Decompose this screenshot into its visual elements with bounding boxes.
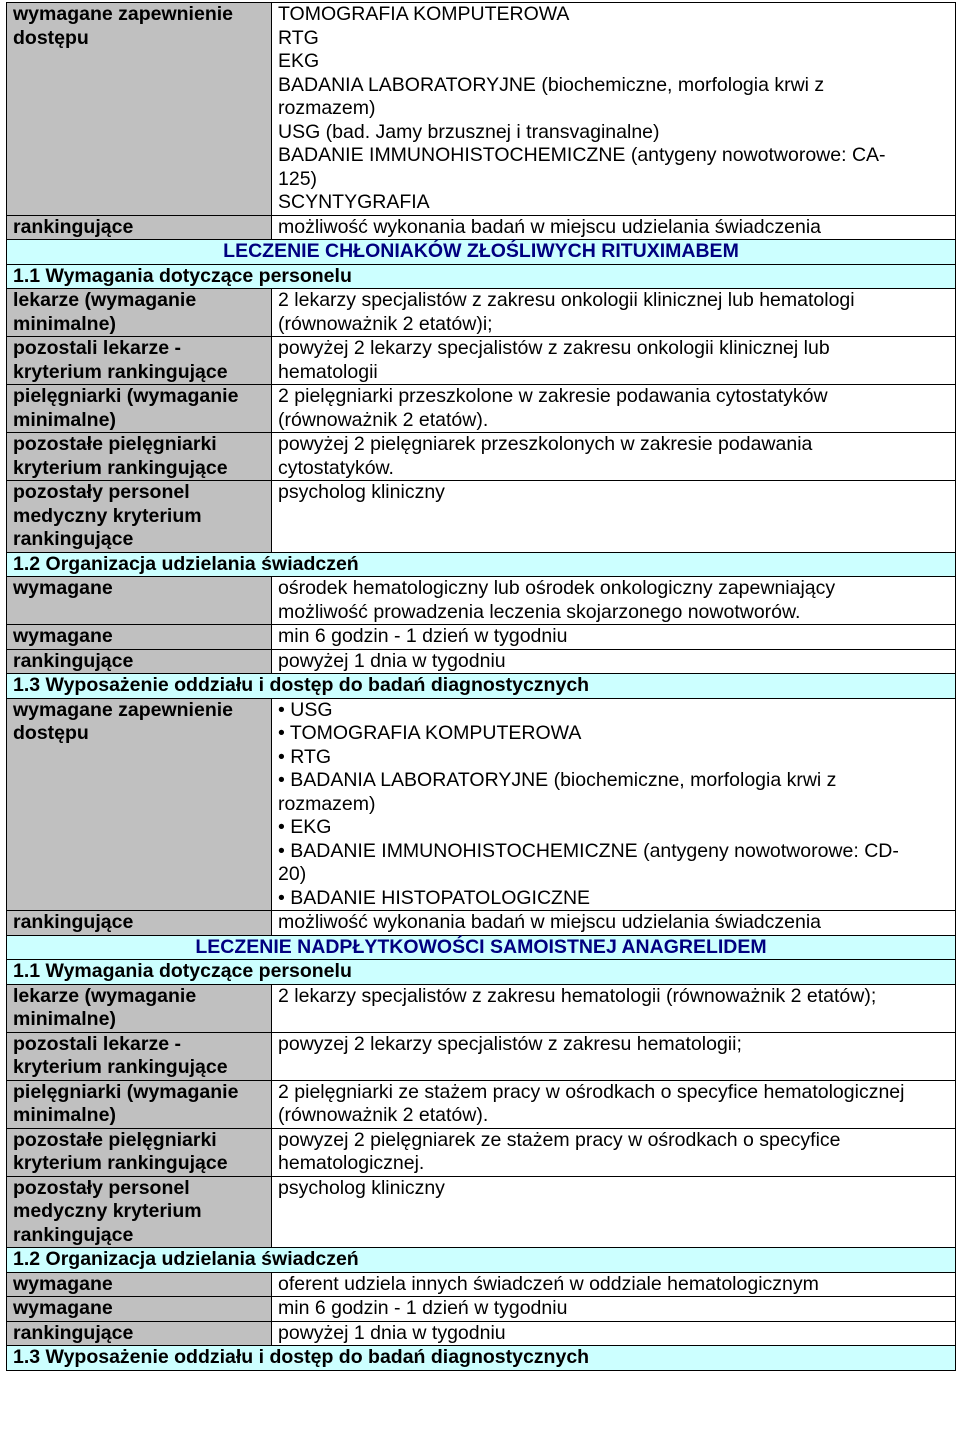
pair-row [7,649,956,674]
criterion-label-line: pozostali lekarze - [13,1032,181,1055]
treatment-title: LECZENIE CHŁONIAKÓW ZŁOŚLIWYCH RITUXIMABEM [7,240,956,265]
pair-row [7,481,956,553]
criterion-value-line: możliwość prowadzenia leczenia skojarzonego nowotworów. [278,600,801,623]
criterion-value-line: oferent udziela innych świadczeń w oddziale hematologicznym [278,1272,819,1295]
criterion-value-cell [272,337,956,385]
criterion-value-cell [272,625,956,650]
criterion-value-line: hematologicznej. [278,1152,425,1174]
criterion-value-cell [272,1080,956,1128]
criterion-value-line: SCYNTYGRAFIA [278,191,430,213]
criterion-value-line: ośrodek hematologiczny lub ośrodek onkologiczny zapewniający [278,577,836,599]
pair-row [7,911,956,936]
criterion-value-cell [272,3,956,216]
pair-row [7,215,956,240]
criterion-value-line: RTG [278,26,319,49]
criterion-label-cell [7,1128,272,1176]
criterion-value-cell [272,481,956,553]
title-row [7,240,956,265]
criterion-value-line: (równoważnik 2 etatów)i; [278,312,493,335]
criterion-value-line: BADANIA LABORATORYJNE (biochemiczne, morfologia krwi z [278,73,825,96]
requirements-table [6,2,956,1371]
criterion-value-line: (równoważnik 2 etatów). [278,408,489,431]
criterion-value-line: możliwość wykonania badań w miejscu udzielania świadczenia [278,911,822,933]
criterion-value-line: • BADANIE HISTOPATOLOGICZNE [278,886,591,909]
criterion-label-line: pielęgniarki (wymaganie [13,1080,239,1103]
criterion-value-cell [272,698,956,911]
criterion-label-cell [7,337,272,385]
criterion-label-cell [7,1297,272,1322]
criterion-label-line: pielęgniarki (wymaganie [13,385,239,407]
criterion-value-line: hematologii [278,360,378,383]
criterion-value-line: psycholog kliniczny [278,1176,445,1199]
pair-row [7,1032,956,1080]
criterion-value-cell [272,289,956,337]
criterion-value-line: powyżej 2 pielęgniarek przeszkolonych w zakresie podawania [278,433,813,455]
criterion-label-cell [7,649,272,674]
criterion-value-cell [272,1176,956,1248]
criterion-value-cell [272,1128,956,1176]
criterion-value-cell [272,911,956,936]
criterion-label-line: dostępu [13,26,89,49]
criterion-value-line: (równoważnik 2 etatów). [278,1104,489,1126]
criterion-label-cell [7,1032,272,1080]
criterion-label-line: kryterium rankingujące [13,456,228,479]
criterion-value-line: 2 lekarzy specjalistów z zakresu onkologii klinicznej lub hematologi [278,289,855,311]
criterion-value-line: • EKG [278,816,332,838]
criterion-value-line: • RTG [278,745,332,768]
criterion-value-line: TOMOGRAFIA KOMPUTEROWA [278,3,570,25]
pair-row [7,337,956,385]
criterion-label-line: kryterium rankingujące [13,1152,228,1174]
section-row [7,1346,956,1371]
criterion-value-line: psycholog kliniczny [278,481,445,503]
criterion-label-line: pozostałe pielęgniarki [13,433,217,455]
requirements-table-body [7,3,956,1371]
criterion-label-line: rankingujące [13,1223,134,1246]
pair-row [7,1321,956,1346]
criterion-value-cell [272,1321,956,1346]
section-row [7,1248,956,1273]
pair-row [7,1176,956,1248]
criterion-label-line: pozostali lekarze - [13,337,181,359]
criterion-value-line: EKG [278,50,320,72]
criterion-label-line: minimalne) [13,1104,116,1126]
title-row [7,935,956,960]
criterion-value-line: 2 pielęgniarki ze stażem pracy w ośrodkach o specyfice hematologicznej [278,1080,905,1103]
criterion-value-line: powyżej 1 dnia w tygodniu [278,1321,506,1344]
pair-row [7,1128,956,1176]
criterion-label-line: rankingujące [13,911,134,933]
criterion-label-cell [7,625,272,650]
criterion-label-line: wymagane [13,577,113,599]
criterion-value-line: 2 pielęgniarki przeszkolone w zakresie podawania cytostatyków [278,385,828,407]
criterion-label-line: pozostałe pielęgniarki [13,1128,217,1151]
criterion-value-cell [272,385,956,433]
criterion-label-cell [7,984,272,1032]
criterion-label-cell [7,1080,272,1128]
criterion-label-cell [7,215,272,240]
section-heading: 1.2 Organizacja udzielania świadczeń [7,552,956,577]
criterion-value-line: min 6 godzin - 1 dzień w tygodniu [278,1297,568,1319]
criterion-value-line: 125) [278,167,318,190]
criterion-label-cell [7,698,272,911]
criterion-value-line: • TOMOGRAFIA KOMPUTEROWA [278,722,582,744]
criterion-label-line: wymagane [13,1297,113,1319]
criterion-value-line: powyżej 1 dnia w tygodniu [278,649,506,672]
section-row [7,264,956,289]
section-heading: 1.1 Wymagania dotyczące personelu [7,960,956,985]
criterion-label-line: kryterium rankingujące [13,360,228,383]
criterion-value-line: 2 lekarzy specjalistów z zakresu hematologii (równoważnik 2 etatów); [278,984,877,1007]
pair-row [7,625,956,650]
pair-row [7,1080,956,1128]
criterion-label-cell [7,481,272,553]
treatment-title: LECZENIE NADPŁYTKOWOŚCI SAMOISTNEJ ANAGRELIDEM [7,935,956,960]
criterion-value-line: rozmazem) [278,792,376,815]
criterion-label-line: rankingujące [13,649,134,672]
criterion-label-cell [7,289,272,337]
section-heading: 1.2 Organizacja udzielania świadczeń [7,1248,956,1273]
pair-row [7,984,956,1032]
criterion-label-cell [7,433,272,481]
criterion-label-cell [7,1272,272,1297]
section-heading: 1.3 Wyposażenie oddziału i dostęp do badań diagnostycznych [7,674,956,699]
criterion-label-line: medyczny kryterium [13,504,202,527]
criterion-label-line: pozostały personel [13,481,190,503]
criterion-value-cell [272,984,956,1032]
criterion-label-line: wymagane [13,1272,113,1295]
section-heading: 1.3 Wyposażenie oddziału i dostęp do badań diagnostycznych [7,1346,956,1371]
criterion-value-cell [272,1272,956,1297]
criterion-value-line: BADANIE IMMUNOHISTOCHEMICZNE (antygeny nowotworowe: CA- [278,144,886,166]
criterion-value-line: powyzej 2 pielęgniarek ze stażem pracy w ośrodkach o specyfice [278,1128,841,1151]
criterion-value-line: • BADANIA LABORATORYJNE (biochemiczne, morfologia krwi z [278,769,837,791]
section-heading: 1.1 Wymagania dotyczące personelu [7,264,956,289]
criterion-value-line: rozmazem) [278,97,376,119]
criterion-value-cell [272,649,956,674]
criterion-value-line: USG (bad. Jamy brzusznej i transvaginalne) [278,120,660,143]
criterion-value-line: cytostatyków. [278,456,394,479]
criterion-label-cell [7,577,272,625]
pair-row [7,385,956,433]
criterion-label-line: lekarze (wymaganie [13,984,197,1007]
criterion-label-cell [7,911,272,936]
criterion-label-line: minimalne) [13,1008,116,1030]
criterion-label-line: wymagane zapewnienie [13,3,233,25]
criterion-value-line: możliwość wykonania badań w miejscu udzielania świadczenia [278,215,822,238]
criterion-value-line: 20) [278,863,307,885]
criterion-value-line: powyżej 2 lekarzy specjalistów z zakresu onkologii klinicznej lub [278,337,830,359]
criterion-label-line: rankingujące [13,528,134,550]
criterion-label-cell [7,1176,272,1248]
criterion-value-line: • BADANIE IMMUNOHISTOCHEMICZNE (antygeny nowotworowe: CD- [278,839,899,862]
pair-row [7,698,956,911]
criterion-label-line: wymagane zapewnienie [13,698,233,721]
criterion-label-line: minimalne) [13,408,116,431]
criterion-value-line: powyzej 2 lekarzy specjalistów z zakresu hematologii; [278,1032,742,1055]
pair-row [7,433,956,481]
criterion-value-cell [272,215,956,240]
section-row [7,552,956,577]
criterion-value-cell [272,1297,956,1322]
criterion-label-line: dostępu [13,722,89,744]
criterion-label-cell [7,385,272,433]
criterion-label-cell [7,1321,272,1346]
pair-row [7,577,956,625]
pair-row [7,1272,956,1297]
criterion-label-line: rankingujące [13,1321,134,1344]
criterion-label-line: minimalne) [13,312,116,335]
pair-row [7,1297,956,1322]
section-row [7,960,956,985]
criterion-label-cell [7,3,272,216]
criterion-label-line: kryterium rankingujące [13,1056,228,1078]
criterion-value-line: • USG [278,698,333,721]
criterion-label-line: pozostały personel [13,1176,190,1199]
criterion-value-line: min 6 godzin - 1 dzień w tygodniu [278,625,568,647]
criterion-label-line: lekarze (wymaganie [13,289,197,311]
criterion-value-cell [272,1032,956,1080]
pair-row [7,3,956,216]
criterion-value-cell [272,577,956,625]
criterion-label-line: rankingujące [13,215,134,238]
section-row [7,674,956,699]
criterion-label-line: wymagane [13,625,113,647]
criterion-label-line: medyczny kryterium [13,1200,202,1222]
pair-row [7,289,956,337]
criterion-value-cell [272,433,956,481]
